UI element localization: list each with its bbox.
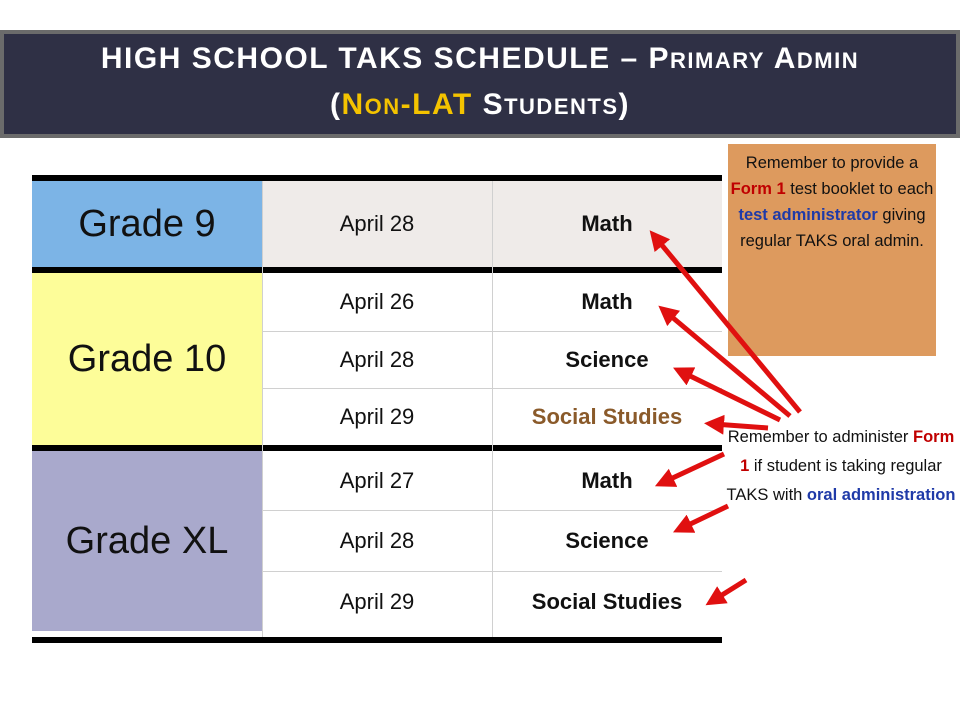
note-text: if student is taking regular TAKS with — [726, 457, 942, 504]
subject-cell: Math — [492, 451, 722, 510]
note-administer-form1 — [726, 423, 956, 510]
subject-cell: Science — [492, 332, 722, 388]
date-cell: April 28 — [262, 181, 492, 267]
grade-xl-label: Grade XL — [32, 451, 262, 631]
note-text: giving regular TAKS oral admin. — [740, 206, 926, 250]
title-text: - — [400, 88, 413, 121]
note-highlight: Form 1 — [740, 428, 955, 475]
subject-cell: Math — [492, 181, 722, 267]
date-cell: April 27 — [262, 451, 492, 510]
page-title — [4, 34, 956, 134]
table-border — [32, 637, 722, 643]
column-divider — [262, 181, 263, 637]
title-text: LAT — [412, 88, 473, 121]
title-line-2 — [4, 88, 956, 122]
schedule-table — [32, 175, 722, 643]
title-text: ( — [329, 88, 342, 121]
note-highlight: test administrator — [738, 206, 878, 224]
subject-cell: Math — [492, 273, 722, 331]
note-highlight: oral administration — [806, 486, 956, 504]
title-text: DMIN — [796, 48, 860, 73]
note-form1-booklet — [728, 144, 936, 356]
title-text: ) — [618, 88, 630, 121]
title-text: HIGH SCHOOL TAKS SCHEDULE – P — [100, 42, 671, 75]
column-divider — [492, 181, 493, 637]
date-cell: April 26 — [262, 273, 492, 331]
note-highlight: Form 1 — [730, 180, 786, 198]
grade-10-label: Grade 10 — [32, 273, 262, 445]
date-cell: April 29 — [262, 389, 492, 445]
date-cell: April 28 — [262, 332, 492, 388]
title-text: ON — [364, 94, 401, 119]
title-line-1 — [4, 42, 956, 76]
date-cell: April 28 — [262, 511, 492, 571]
title-text: N — [341, 88, 365, 121]
title-text: A — [764, 42, 797, 75]
note-text: Remember to administer — [727, 428, 913, 446]
title-text: S — [472, 88, 505, 121]
title-text: RIMARY — [670, 48, 765, 73]
note-text: test booklet to each — [785, 180, 934, 198]
date-cell: April 29 — [262, 572, 492, 631]
subject-cell: Social Studies — [492, 389, 722, 445]
subject-cell: Science — [492, 511, 722, 571]
subject-cell: Social Studies — [492, 572, 722, 631]
title-text: TUDENTS — [504, 94, 619, 119]
grade-9-label: Grade 9 — [32, 181, 262, 267]
note-text: Remember to provide a — [745, 154, 919, 172]
